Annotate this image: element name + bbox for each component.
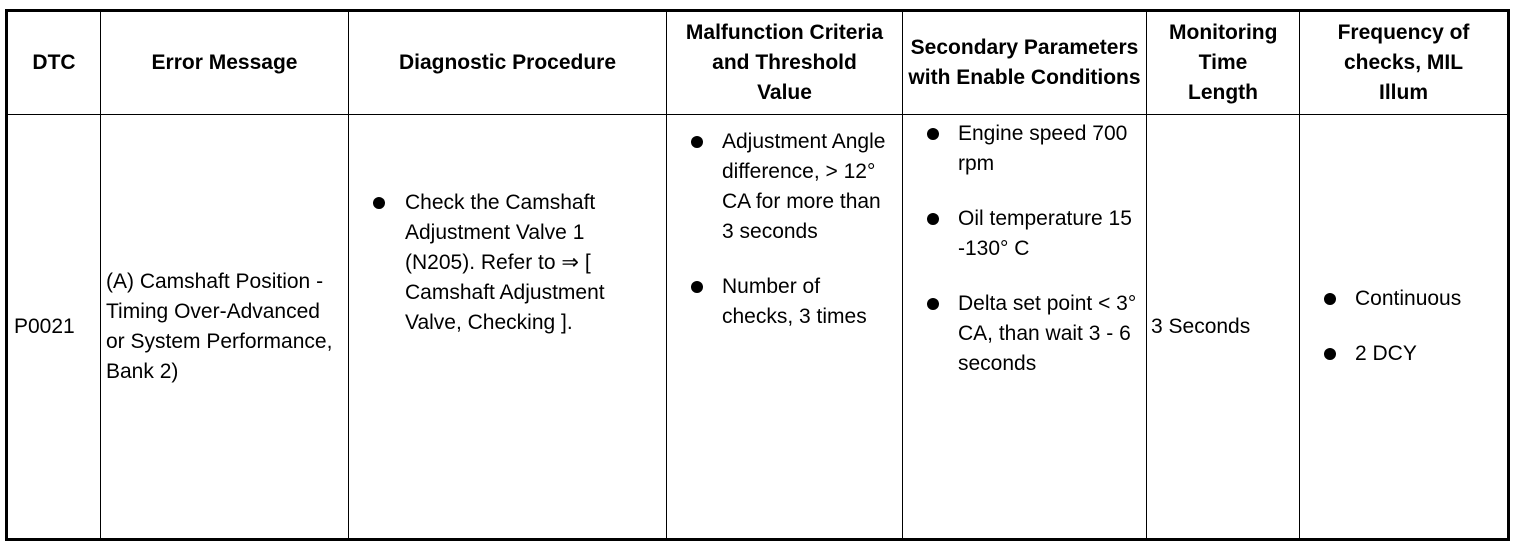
list-item (903, 289, 1146, 379)
list-item (667, 127, 902, 247)
header-diagnostic-procedure: Diagnostic Procedure (349, 11, 667, 115)
bullet-icon (927, 298, 939, 310)
list-item (349, 188, 666, 338)
bullet-icon (927, 213, 939, 225)
list-item (1300, 339, 1507, 369)
list-item (667, 272, 902, 332)
frequency-text: 2 DCY (1355, 342, 1417, 365)
list-item (903, 204, 1146, 264)
bullet-icon (691, 281, 703, 293)
parameter-text: Oil temperature 15 -130° C (958, 207, 1132, 260)
header-error-message: Error Message (101, 11, 349, 115)
header-frequency: Frequency of checks, MIL Illum (1300, 11, 1509, 115)
parameter-text: Engine speed 700 rpm (958, 122, 1128, 175)
table-row (7, 115, 1509, 540)
bullet-icon (927, 128, 939, 140)
criteria-text: Number of checks, 3 times (722, 275, 867, 328)
diagnostic-procedure (349, 115, 667, 540)
frequency (1300, 115, 1509, 540)
header-malfunction-criteria: Malfunction Criteria and Threshold Value (667, 11, 903, 115)
bullet-icon (1324, 293, 1336, 305)
bullet-icon (373, 197, 385, 209)
criteria-text: Adjustment Angle difference, > 12° CA for more than 3 seconds (722, 130, 886, 243)
procedure-text: Check the Camshaft Adjustment Valve 1 (N205). Refer to ⇒ [ Camshaft Adjustment Valve, Checking ]. (405, 191, 605, 334)
list-item (903, 119, 1146, 179)
header-dtc: DTC (7, 11, 101, 115)
header-row (7, 11, 1509, 115)
parameter-text: Delta set point < 3° CA, than wait 3 - 6 seconds (958, 292, 1137, 375)
dtc-code: P0021 (7, 115, 101, 540)
list-item (1300, 284, 1507, 314)
frequency-text: Continuous (1355, 287, 1462, 310)
secondary-parameters (903, 115, 1147, 540)
malfunction-criteria (667, 115, 903, 540)
header-secondary-parameters: Secondary Parameters with Enable Conditions (903, 11, 1147, 115)
bullet-icon (691, 136, 703, 148)
bullet-icon (1324, 348, 1336, 360)
header-monitoring-time: Monitoring Time Length (1147, 11, 1300, 115)
error-message: (A) Camshaft Position - Timing Over-Advanced or System Performance, Bank 2) (101, 115, 349, 540)
dtc-table (5, 9, 1510, 541)
monitoring-time: 3 Seconds (1147, 115, 1300, 540)
